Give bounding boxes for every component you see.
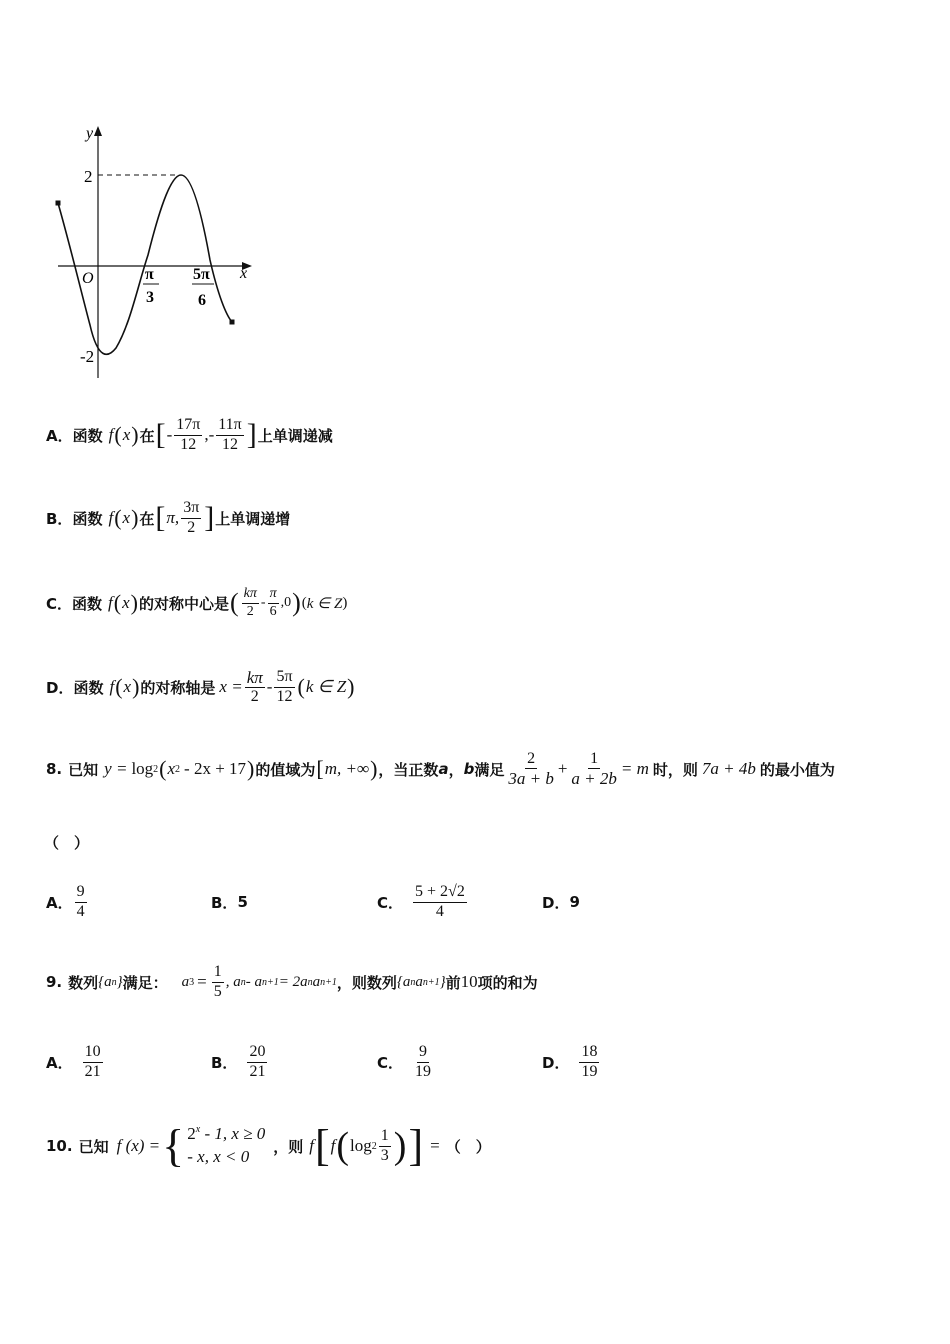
y-axis-arrow: [94, 126, 102, 136]
curve-end-point: [230, 320, 235, 325]
q7-option-a[interactable]: A． 函数 f ( x ) 在 [ - $\frac{17\pi}{12}$ , - $\frac{11\pi}{12}$ ] 上单调递减: [46, 416, 333, 453]
q7-option-d[interactable]: D． 函数 f ( x ) 的对称轴是 x = $\frac{k\pi}{2}$ - $\frac{5\pi}{12}$ ( k ∈ Z ): [46, 667, 355, 706]
sine-curve: [58, 175, 232, 354]
q10-stem: 10. 已知 f (x) = { 2$^x$ - 1, x ≥ 0 - x, x < 0 ，则 f [ f ( log 2 $\frac{1}{3}$ ) ] = （ ）: [46, 1120, 491, 1171]
q9-option-b[interactable]: B． $\frac{20}{21}$: [211, 1043, 266, 1080]
q8-option-c[interactable]: C． $\frac{5 + 2√2}{4}$: [377, 883, 465, 920]
q9-stem: 9. 数列 {a n } 满足： a 3 = $\frac{1}{5}$ , a n - a n+1 = 2a n a n+1 ，则数列 {a n a n+1 } 前 10 项的和为: [46, 963, 538, 1000]
q8-answer-paren: （ ）: [44, 834, 90, 852]
q8-option-d[interactable]: D． 9: [542, 893, 580, 912]
x-tick-pi3-den: 3: [146, 289, 154, 306]
q7-option-b[interactable]: B． 函数 f ( x ) 在 [ π, $\frac{3\pi}{2}$ ] 上单调递增: [46, 499, 291, 536]
q9-option-d[interactable]: D． $\frac{18}{19}$: [542, 1043, 598, 1080]
q7-option-c[interactable]: C． 函数 f ( x ) 的对称中心是 ( $\frac{k\pi}{2}$ - $\frac{\pi}{6}$ ,0 ) ( k ∈ Z ): [46, 586, 348, 619]
q9-option-c[interactable]: C． $\frac{9}{19}$: [377, 1043, 432, 1080]
q8-option-b[interactable]: B． 5: [211, 893, 248, 912]
curve-start-point: [56, 201, 61, 206]
y-tick-neg2: -2: [80, 347, 95, 366]
origin-label: O: [82, 270, 94, 287]
y-tick-2: 2: [84, 167, 93, 186]
x-axis-label: x: [240, 265, 248, 282]
x-tick-pi3-num: π: [145, 266, 154, 283]
q9-option-a[interactable]: A． $\frac{10}{21}$: [46, 1043, 101, 1080]
y-axis-label: y: [86, 125, 94, 142]
x-tick-5pi6-num: 5π: [193, 266, 210, 283]
q8-option-a[interactable]: A． $\frac{9}{4}$: [46, 883, 85, 920]
x-tick-5pi6-den: 6: [198, 292, 206, 309]
q8-stem: 8. 已知 y = log 2 ( x 2 - 2x + 17 ) 的值域为 [ m, +∞ ) ，当正数 a ， b 满足 $\frac{2}{3a + b}$ + $\frac{1}{a + 2b}$ = m 时，则 7a + 4b 的最小值为: [46, 749, 835, 788]
sine-graph: [40, 120, 270, 390]
